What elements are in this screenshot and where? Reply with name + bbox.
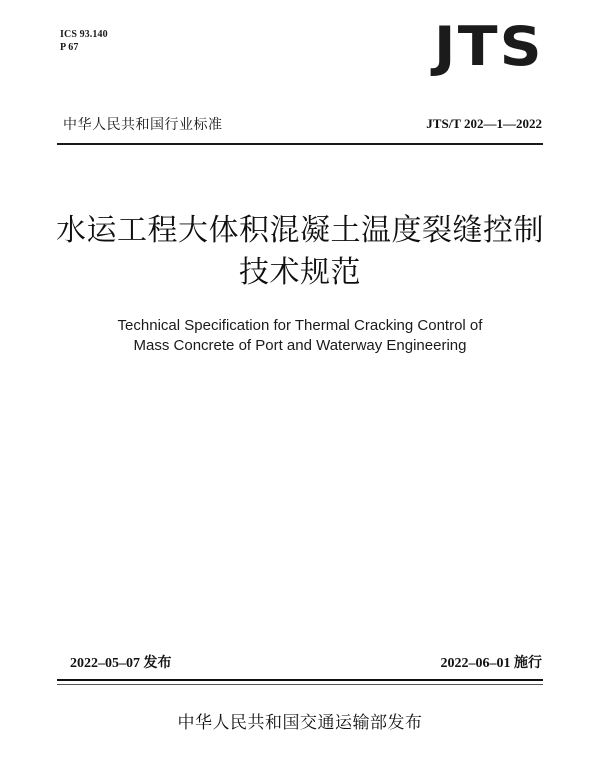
ics-code: ICS 93.140 [60, 29, 108, 40]
standard-category: 中华人民共和国行业标准 [63, 117, 223, 133]
classification-code: P 67 [60, 42, 79, 53]
english-title-line-2: Mass Concrete of Port and Waterway Engineering [133, 337, 467, 354]
bottom-divider-thick [57, 679, 543, 681]
standard-number: JTS/T 202—1—2022 [426, 116, 542, 131]
publisher: 中华人民共和国交通运输部发布 [177, 713, 423, 733]
chinese-title-line-2: 技术规范 [239, 255, 361, 290]
english-title-line-1: Technical Specification for Thermal Cracking Control of [117, 317, 483, 334]
chinese-title [0, 210, 600, 294]
bottom-divider-thin [57, 684, 543, 685]
chinese-title-line-1: 水运工程大体积混凝土温度裂缝控制 [56, 213, 544, 248]
top-divider [57, 143, 543, 145]
issue-date: 2022–05–07 发布 [70, 656, 172, 671]
english-title [0, 316, 600, 356]
implementation-date: 2022–06–01 施行 [440, 656, 542, 671]
classification-codes [60, 28, 108, 54]
jts-logo: JTS [434, 15, 544, 78]
